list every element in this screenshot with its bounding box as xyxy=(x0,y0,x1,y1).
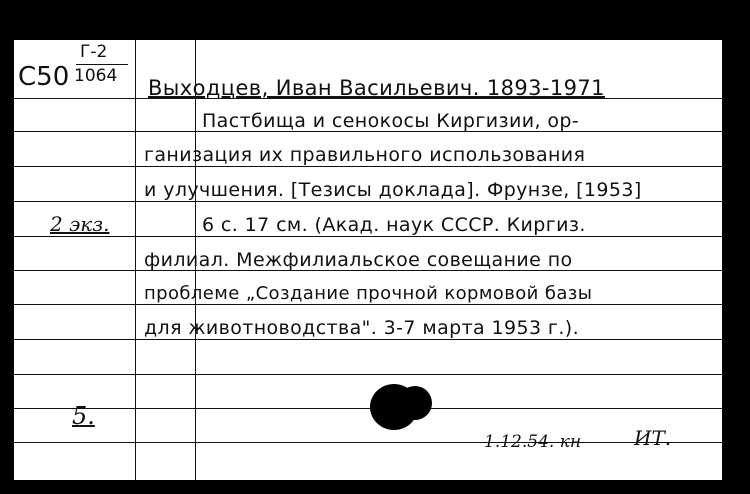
ruled-line xyxy=(14,304,722,305)
description-line-7: для животноводства". 3-7 марта 1953 г.). xyxy=(144,317,580,339)
bottom-number: 5. xyxy=(72,402,95,430)
description-line-6: проблеме „Создание прочной кормовой базы xyxy=(144,283,593,304)
ruled-line xyxy=(14,166,722,167)
catalog-card xyxy=(14,40,722,480)
ruled-line xyxy=(14,339,722,340)
ruled-line xyxy=(14,374,722,375)
description-line-5: филиал. Межфилиальское совещание по xyxy=(144,249,573,271)
call-fraction-top: Г-2 xyxy=(80,42,108,62)
call-fraction-bar xyxy=(76,64,128,65)
margin-line-left xyxy=(135,40,136,480)
ruled-line xyxy=(14,408,722,409)
description-line-4: 6 с. 17 см. (Акад. наук СССР. Киргиз. xyxy=(202,214,586,236)
ink-blot-secondary xyxy=(398,386,432,420)
description-line-3: и улучшения. [Тезисы доклада]. Фрунзе, [1953] xyxy=(144,179,642,201)
date-note: 1.12.54. кн xyxy=(484,432,582,452)
description-line-1: Пастбища и сенокосы Киргизии, ор- xyxy=(202,110,580,132)
ruled-line xyxy=(14,201,722,202)
copies-note: 2 экз. xyxy=(50,212,110,236)
author-heading: Выходцев, Иван Васильевич. 1893-1971 xyxy=(148,76,605,100)
description-line-2: ганизация их правильного использования xyxy=(144,144,586,166)
initials: ИТ. xyxy=(634,426,672,450)
ruled-line xyxy=(14,442,722,443)
ruled-line xyxy=(14,236,722,237)
call-number: C50 xyxy=(18,62,70,92)
call-fraction-bottom: 1064 xyxy=(74,66,118,86)
